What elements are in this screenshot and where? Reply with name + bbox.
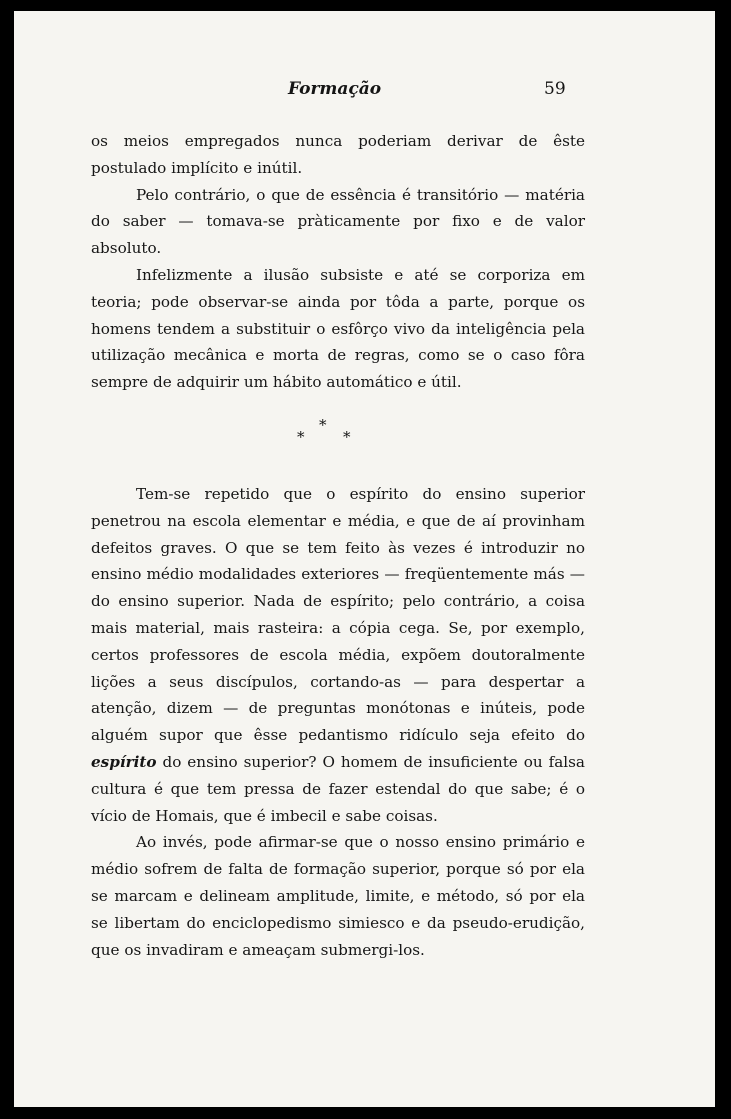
- paragraph: Infelizmente a ilusão subsiste e até se corporiza em teoria; pode observar-se ainda por tôda a parte, porque os homens tendem a substituir o esfôrço vivo da inteligência pela utilização mecânica e morta de regras, como se o caso fôra sempre de adquirir um hábito automático e útil.: [91, 265, 585, 392]
- paragraph: Ao invés, pode afirmar-se que o nosso ensino primário e médio sofrem de falta de formação superior, porque só por ela se marcam e delineam amplitude, limite, e método, só por ela se libertam do enciclopedismo simiesco e da pseudo-erudição, que os invadiram e ameaçam submergi-los.: [91, 833, 585, 959]
- paragraph-continued: os meios empregados nunca poderiam derivar de êste postulado implícito e inútil.: [91, 132, 585, 177]
- paragraph: [91, 481, 585, 829]
- page-number: 59: [544, 79, 566, 99]
- book-page: [14, 11, 715, 1107]
- paragraph-text: Tem-se repetido que o espírito do ensino superior penetrou na escola elementar e média, e que de aí provinham defeitos graves. O que se tem feito às vezes é introduzir no ensino médio modalidades exteriores — freqüentemente más — do ensino superior. Nada de espírito; pelo contrário, a coisa mais material, mais rasteira: a cópia cega. Se, por exemplo, certos professores de escola média, expõem doutoralmente lições a seus discípulos, cortando-as — para despertar a atenção, dizem — de preguntas monótonas e inúteis, pode alguém supor que êsse pedantismo ridículo seja efeito do: [91, 484, 585, 745]
- asterisk-left: *: [297, 427, 305, 446]
- emphasis-espirito: espírito: [91, 752, 157, 771]
- asterisk-right: *: [343, 427, 351, 446]
- body-text: [91, 128, 585, 963]
- running-head: [14, 79, 715, 103]
- running-head-title: Formação: [288, 79, 382, 99]
- section-break-asterism: [91, 396, 585, 481]
- paragraph-text: do ensino superior? O homem de insuficiente ou falsa cultura é que tem pressa de fazer estendal do que sabe; é o vício de Homais, que é imbecil e sabe coisas.: [91, 752, 585, 825]
- paragraph: Pelo contrário, o que de essência é transitório — matéria do saber — tomava-se pràticamente por fixo e de valor absoluto.: [91, 185, 585, 258]
- asterisk-top: *: [319, 415, 327, 434]
